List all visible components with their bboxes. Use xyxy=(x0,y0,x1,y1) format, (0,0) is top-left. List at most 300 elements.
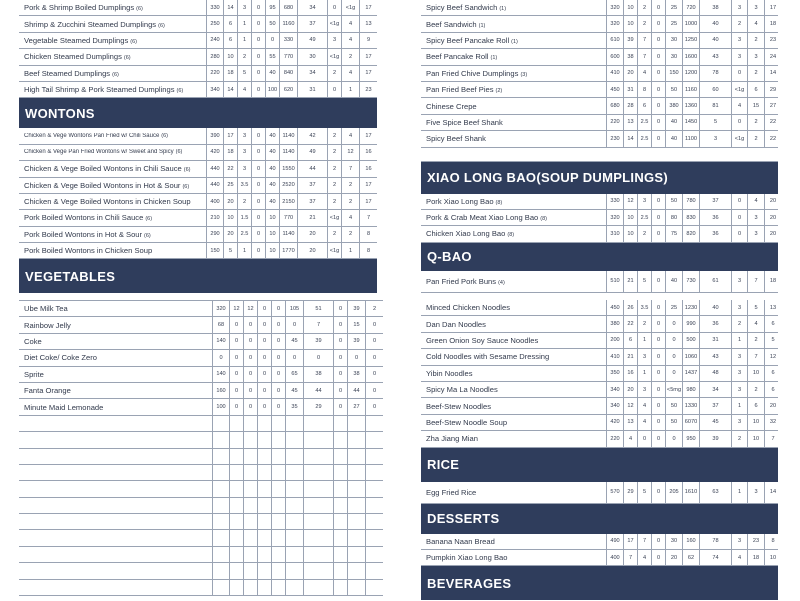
nutrition-cell: 0 xyxy=(651,194,665,209)
empty-cell xyxy=(229,432,243,447)
table-row xyxy=(421,66,778,82)
nutrition-cell: 31 xyxy=(297,82,327,97)
item-name: Pork Boiled Wontons in Hot & Sour (6) xyxy=(24,229,151,239)
empty-cell xyxy=(285,547,303,562)
nutrition-cell: 0 xyxy=(651,115,665,130)
item-portion: (4) xyxy=(498,279,505,286)
nutrition-cell: 49 xyxy=(297,145,327,160)
nutrition-cell: 20 xyxy=(623,66,637,81)
nutrition-cell: 3 xyxy=(731,271,747,292)
nutrition-cell: 240 xyxy=(206,33,223,48)
nutrition-cell: 22 xyxy=(223,161,237,176)
nutrition-cell: 78 xyxy=(699,534,731,549)
empty-cell xyxy=(347,530,365,545)
nutrition-cell: 2 xyxy=(327,178,341,193)
nutrition-cell: 0 xyxy=(327,0,341,15)
nutrition-cell: 0 xyxy=(651,349,665,364)
empty-cell xyxy=(365,449,383,464)
nutrition-cell: 12 xyxy=(341,145,359,160)
nutrition-cell: 2 xyxy=(341,194,359,209)
nutrition-cell: 8 xyxy=(359,227,377,242)
table-row xyxy=(19,301,383,317)
nutrition-cell: 2 xyxy=(237,49,251,64)
nutrition-cell: 0 xyxy=(251,178,265,193)
rice-table xyxy=(421,482,778,504)
nutrition-cell: 2 xyxy=(341,227,359,242)
empty-row xyxy=(19,498,383,514)
nutrition-cell: 770 xyxy=(279,49,297,64)
nutrition-cell: 40 xyxy=(265,145,279,160)
item-name: Egg Fried Rice xyxy=(426,487,477,497)
nutrition-cell: 2 xyxy=(341,49,359,64)
nutrition-cell: 310 xyxy=(606,226,623,241)
empty-cell xyxy=(285,580,303,595)
nutrition-cell: 0 xyxy=(251,16,265,31)
nutrition-cell: 0 xyxy=(651,82,665,97)
nutrition-cell: 38 xyxy=(623,49,637,64)
nutrition-cell: 34 xyxy=(297,0,327,15)
empty-cell xyxy=(257,481,271,496)
nutrition-cell: 17 xyxy=(359,49,377,64)
nutrition-cell: 12 xyxy=(623,398,637,413)
nutrition-cell: 0 xyxy=(229,367,243,382)
nutrition-cell: 8 xyxy=(359,243,377,258)
nutrition-cell: 1 xyxy=(731,482,747,503)
table-row xyxy=(421,16,778,32)
table-row xyxy=(421,550,778,566)
nutrition-cell: 4 xyxy=(341,16,359,31)
table-row xyxy=(421,366,778,382)
nutrition-cell: 42 xyxy=(297,128,327,143)
beverages-table xyxy=(19,301,383,416)
nutrition-cell: 44 xyxy=(297,161,327,176)
nutrition-cell: 61 xyxy=(699,271,731,292)
item-name: Sprite xyxy=(24,369,44,379)
nutrition-cell: 0 xyxy=(333,317,347,332)
table-row xyxy=(421,82,778,98)
nutrition-cell: 1000 xyxy=(682,16,699,31)
nutrition-cell: 4 xyxy=(237,82,251,97)
nutrition-cell: 830 xyxy=(682,210,699,225)
item-name: Fanta Orange xyxy=(24,386,71,396)
nutrition-cell: 1 xyxy=(237,16,251,31)
nutrition-cell: 17 xyxy=(623,534,637,549)
nutrition-cell: 140 xyxy=(212,334,229,349)
beverages-header: BEVERAGES xyxy=(421,566,778,600)
nutrition-cell: 320 xyxy=(606,210,623,225)
nutrition-cell: 0 xyxy=(651,98,665,113)
nutrition-cell: 0 xyxy=(251,145,265,160)
item-portion: (6) xyxy=(112,71,119,78)
table-row xyxy=(19,194,377,210)
nutrition-cell: <1g xyxy=(731,82,747,97)
nutrition-cell: 40 xyxy=(699,16,731,31)
table-row xyxy=(19,178,377,194)
empty-cell xyxy=(303,465,333,480)
table-row xyxy=(421,431,778,447)
nutrition-cell: 390 xyxy=(206,128,223,143)
empty-cell xyxy=(212,580,229,595)
table-row xyxy=(19,0,377,16)
nutrition-cell: 22 xyxy=(764,115,781,130)
left-bottom-panel xyxy=(19,300,383,601)
empty-cell xyxy=(257,514,271,529)
item-portion: (6) xyxy=(158,22,165,29)
item-portion: (8) xyxy=(495,199,503,206)
nutrition-cell: 1060 xyxy=(682,349,699,364)
nutrition-cell: 220 xyxy=(606,115,623,130)
nutrition-cell: 17 xyxy=(764,0,781,15)
empty-row xyxy=(19,432,383,448)
nutrition-cell: 55 xyxy=(265,49,279,64)
empty-cell xyxy=(303,563,333,578)
nutrition-cell: 0 xyxy=(731,66,747,81)
empty-cell xyxy=(303,580,333,595)
nutrition-cell: 0 xyxy=(265,33,279,48)
nutrition-cell: 10 xyxy=(623,0,637,15)
empty-cell xyxy=(243,481,257,496)
nutrition-cell: 2 xyxy=(637,0,651,15)
nutrition-cell: 10 xyxy=(747,431,764,446)
nutrition-cell: 65 xyxy=(285,367,303,382)
right-top-panel xyxy=(421,0,778,300)
empty-cell xyxy=(229,514,243,529)
nutrition-cell: 4 xyxy=(623,431,637,446)
item-name: Spicy Beef Pancake Roll (1) xyxy=(426,35,518,45)
nutrition-cell: 1140 xyxy=(279,128,297,143)
empty-cell xyxy=(229,465,243,480)
empty-row xyxy=(19,514,383,530)
nutrition-cell: 7 xyxy=(637,49,651,64)
nutrition-cell: 510 xyxy=(606,271,623,292)
nutrition-cell: 50 xyxy=(665,415,682,430)
empty-cell xyxy=(229,449,243,464)
nutrition-cell: 0 xyxy=(251,128,265,143)
nutrition-cell: 63 xyxy=(699,482,731,503)
empty-row xyxy=(19,449,383,465)
nutrition-cell: 330 xyxy=(606,194,623,209)
empty-cell xyxy=(285,449,303,464)
item-name: Green Onion Soy Sauce Noodles xyxy=(426,335,539,345)
nutrition-cell: 3 xyxy=(747,49,764,64)
nutrition-cell: 400 xyxy=(606,550,623,565)
nutrition-cell: 0 xyxy=(731,210,747,225)
item-portion: (1) xyxy=(490,55,498,62)
table-row xyxy=(19,383,383,399)
nutrition-cell: 0 xyxy=(243,383,257,398)
item-name: Ube Milk Tea xyxy=(24,304,68,314)
nutrition-cell: 7 xyxy=(341,161,359,176)
empty-cell xyxy=(243,416,257,431)
nutrition-cell: 4 xyxy=(731,550,747,565)
empty-cell xyxy=(243,432,257,447)
item-portion: (6) xyxy=(145,216,153,223)
nutrition-cell: 3 xyxy=(747,226,764,241)
nutrition-cell: 45 xyxy=(285,383,303,398)
empty-cell xyxy=(365,514,383,529)
nutrition-cell: 3 xyxy=(237,161,251,176)
nutrition-cell: 0 xyxy=(333,301,347,316)
nutrition-cell: 1160 xyxy=(279,16,297,31)
nutrition-cell: 0 xyxy=(651,66,665,81)
nutrition-cell: 14 xyxy=(223,82,237,97)
empty-row xyxy=(19,465,383,481)
nutrition-cell: 0 xyxy=(251,227,265,242)
nutrition-cell: 320 xyxy=(606,16,623,31)
nutrition-cell: 6 xyxy=(623,333,637,348)
nutrition-cell: 1140 xyxy=(279,227,297,242)
nutrition-cell: 0 xyxy=(651,0,665,15)
desserts-table xyxy=(421,534,778,567)
nutrition-cell: 150 xyxy=(206,243,223,258)
nutrition-cell: 2 xyxy=(637,226,651,241)
nutrition-cell: 29 xyxy=(764,82,781,97)
empty-cell xyxy=(243,465,257,480)
nutrition-cell: 2 xyxy=(747,115,764,130)
nutrition-cell: 36 xyxy=(699,210,731,225)
nutrition-cell: 0 xyxy=(333,383,347,398)
nutrition-cell: 2 xyxy=(327,161,341,176)
item-portion: (6) xyxy=(161,133,169,140)
nutrition-cell: 2 xyxy=(747,382,764,397)
table-row xyxy=(19,243,377,259)
nutrition-cell: 50 xyxy=(665,194,682,209)
nutrition-cell: 1360 xyxy=(682,98,699,113)
item-name: Chicken & Vege Boiled Wontons in Chicken Soup xyxy=(24,197,191,207)
nutrition-cell: 380 xyxy=(606,316,623,331)
item-portion: (6) xyxy=(183,167,191,174)
empty-row xyxy=(19,416,383,432)
appetizers-table xyxy=(421,0,778,148)
nutrition-cell: 3 xyxy=(637,382,651,397)
nutrition-cell: 0 xyxy=(271,383,285,398)
empty-cell xyxy=(212,498,229,513)
nutrition-cell: 40 xyxy=(665,115,682,130)
nutrition-cell: 74 xyxy=(699,550,731,565)
nutrition-cell: 0 xyxy=(651,333,665,348)
nutrition-cell: 5 xyxy=(223,243,237,258)
nutrition-cell: 230 xyxy=(606,131,623,146)
empty-cell xyxy=(285,530,303,545)
empty-cell xyxy=(285,432,303,447)
nutrition-cell: 2520 xyxy=(279,178,297,193)
nutrition-cell: 30 xyxy=(665,49,682,64)
nutrition-cell: 2 xyxy=(365,301,383,316)
item-name: Beef-Stew Noodle Soup xyxy=(426,417,508,427)
table-row xyxy=(421,271,778,293)
item-name: Banana Naan Bread xyxy=(426,536,495,546)
nutrition-cell: 37 xyxy=(699,194,731,209)
item-name: Shrimp & Zucchini Steamed Dumplings (6) xyxy=(24,19,165,29)
nutrition-cell: 50 xyxy=(665,82,682,97)
nutrition-cell: 0 xyxy=(347,350,365,365)
empty-cell xyxy=(303,530,333,545)
nutrition-cell: 3 xyxy=(237,145,251,160)
nutrition-cell: 68 xyxy=(212,317,229,332)
nutrition-cell: 25 xyxy=(665,300,682,315)
nutrition-cell: 0 xyxy=(665,316,682,331)
nutrition-cell: 31 xyxy=(699,333,731,348)
empty-cell xyxy=(212,416,229,431)
nutrition-cell: 40 xyxy=(265,128,279,143)
nutrition-cell: 10 xyxy=(223,49,237,64)
nutrition-cell: 490 xyxy=(606,534,623,549)
empty-cell xyxy=(365,530,383,545)
nutrition-cell: 39 xyxy=(623,33,637,48)
empty-cell xyxy=(285,465,303,480)
nutrition-cell: 34 xyxy=(699,382,731,397)
nutrition-cell: <1g xyxy=(327,49,341,64)
nutrition-cell: 0 xyxy=(251,210,265,225)
nutrition-cell: 18 xyxy=(223,145,237,160)
empty-cell xyxy=(303,547,333,562)
empty-cell xyxy=(365,416,383,431)
nutrition-cell: 36 xyxy=(699,226,731,241)
nutrition-cell: 0 xyxy=(637,431,651,446)
nutrition-cell: 3 xyxy=(731,349,747,364)
nutrition-cell: 37 xyxy=(699,398,731,413)
empty-cell xyxy=(333,563,347,578)
nutrition-cell: 0 xyxy=(665,431,682,446)
nutrition-cell: 0 xyxy=(271,301,285,316)
empty-cell xyxy=(212,449,229,464)
nutrition-cell: 20 xyxy=(223,227,237,242)
item-portion: (3) xyxy=(520,71,528,78)
empty-cell xyxy=(333,498,347,513)
nutrition-cell: 0 xyxy=(251,33,265,48)
nutrition-cell: 17 xyxy=(359,178,377,193)
nutrition-cell: 2 xyxy=(731,16,747,31)
empty-cell xyxy=(347,580,365,595)
nutrition-cell: 2 xyxy=(747,131,764,146)
nutrition-cell: 1 xyxy=(731,398,747,413)
nutrition-cell: 18 xyxy=(764,16,781,31)
empty-cell xyxy=(365,547,383,562)
item-name: Chicken & Vege Boiled Wontons in Chili Sauce (6) xyxy=(24,164,191,174)
empty-cell xyxy=(365,432,383,447)
item-name: Zha Jiang Mian xyxy=(426,434,478,444)
empty-cell xyxy=(243,563,257,578)
nutrition-cell: 0 xyxy=(365,350,383,365)
nutrition-cell: 10 xyxy=(623,210,637,225)
nutrition-cell: 0 xyxy=(229,399,243,414)
nutrition-cell: 280 xyxy=(206,49,223,64)
nutrition-cell: 450 xyxy=(606,82,623,97)
nutrition-cell: 13 xyxy=(359,16,377,31)
nutrition-cell: 780 xyxy=(682,194,699,209)
nutrition-cell: 1250 xyxy=(682,33,699,48)
item-name: Spicy Beef Shank xyxy=(426,134,486,144)
nutrition-cell: 40 xyxy=(665,131,682,146)
empty-cell xyxy=(229,416,243,431)
item-name: Spicy Beef Sandwich (1) xyxy=(426,3,507,13)
nutrition-cell: 1100 xyxy=(682,131,699,146)
nutrition-cell: 4 xyxy=(747,316,764,331)
nutrition-cell: 0 xyxy=(333,367,347,382)
nutrition-cell: 15 xyxy=(347,317,365,332)
nutrition-cell: <1g xyxy=(327,243,341,258)
nutrition-cell: 0 xyxy=(365,399,383,414)
nutrition-cell: 770 xyxy=(279,210,297,225)
nutrition-cell: 21 xyxy=(297,210,327,225)
empty-cell xyxy=(243,449,257,464)
nutrition-cell: 420 xyxy=(206,145,223,160)
table-row xyxy=(19,33,377,49)
table-row xyxy=(421,534,778,550)
nutrition-cell: 0 xyxy=(651,300,665,315)
item-portion: (1) xyxy=(499,6,507,13)
item-name: Chinese Crepe xyxy=(426,101,477,111)
nutrition-cell: 0 xyxy=(257,350,271,365)
nutrition-cell: 2.5 xyxy=(637,210,651,225)
qbao-table xyxy=(421,271,778,293)
nutrition-cell: 350 xyxy=(606,366,623,381)
empty-cell xyxy=(243,498,257,513)
nutrition-cell: 13 xyxy=(764,300,781,315)
table-row xyxy=(19,16,377,32)
nutrition-cell: 250 xyxy=(206,16,223,31)
nutrition-cell: 2.5 xyxy=(637,115,651,130)
empty-row xyxy=(19,530,383,546)
empty-cell xyxy=(333,514,347,529)
item-name: Minced Chicken Noodles xyxy=(426,303,510,313)
nutrition-cell: 44 xyxy=(347,383,365,398)
empty-cell xyxy=(257,530,271,545)
nutrition-cell: 0 xyxy=(251,161,265,176)
item-name: Dan Dan Noodles xyxy=(426,319,486,329)
empty-cell xyxy=(212,481,229,496)
table-row xyxy=(421,482,778,504)
empty-cell xyxy=(271,432,285,447)
empty-cell xyxy=(212,514,229,529)
nutrition-cell: 3 xyxy=(731,49,747,64)
nutrition-cell: 1200 xyxy=(682,66,699,81)
nutrition-cell: 0 xyxy=(731,194,747,209)
nutrition-cell: 0 xyxy=(251,82,265,97)
table-row xyxy=(421,33,778,49)
empty-cell xyxy=(285,514,303,529)
empty-cell xyxy=(333,465,347,480)
nutrition-cell: 990 xyxy=(682,316,699,331)
spacer-row xyxy=(421,148,778,162)
nutrition-cell: 0 xyxy=(257,399,271,414)
item-name: Beef Sandwich (1) xyxy=(426,19,486,29)
nutrition-cell: 320 xyxy=(606,0,623,15)
empty-cell xyxy=(229,530,243,545)
nutrition-cell: 7 xyxy=(747,349,764,364)
nutrition-cell: <1g xyxy=(327,210,341,225)
nutrition-cell: 340 xyxy=(206,82,223,97)
nutrition-cell: 220 xyxy=(606,431,623,446)
empty-cell xyxy=(333,580,347,595)
nutrition-cell: 7 xyxy=(764,431,781,446)
nutrition-cell: 45 xyxy=(285,334,303,349)
empty-cell xyxy=(271,514,285,529)
empty-row xyxy=(19,563,383,579)
nutrition-cell: 0 xyxy=(257,334,271,349)
nutrition-cell: <1g xyxy=(341,0,359,15)
nutrition-cell: 410 xyxy=(606,349,623,364)
nutrition-cell: 3 xyxy=(731,415,747,430)
nutrition-cell: 10 xyxy=(265,227,279,242)
nutrition-cell: 6 xyxy=(764,316,781,331)
empty-cell xyxy=(257,432,271,447)
nutrition-cell: 0 xyxy=(271,399,285,414)
empty-cell xyxy=(271,449,285,464)
nutrition-cell: 1610 xyxy=(682,482,699,503)
item-name: Pork & Shrimp Boiled Dumplings (6) xyxy=(24,3,143,13)
nutrition-cell: 9 xyxy=(359,33,377,48)
